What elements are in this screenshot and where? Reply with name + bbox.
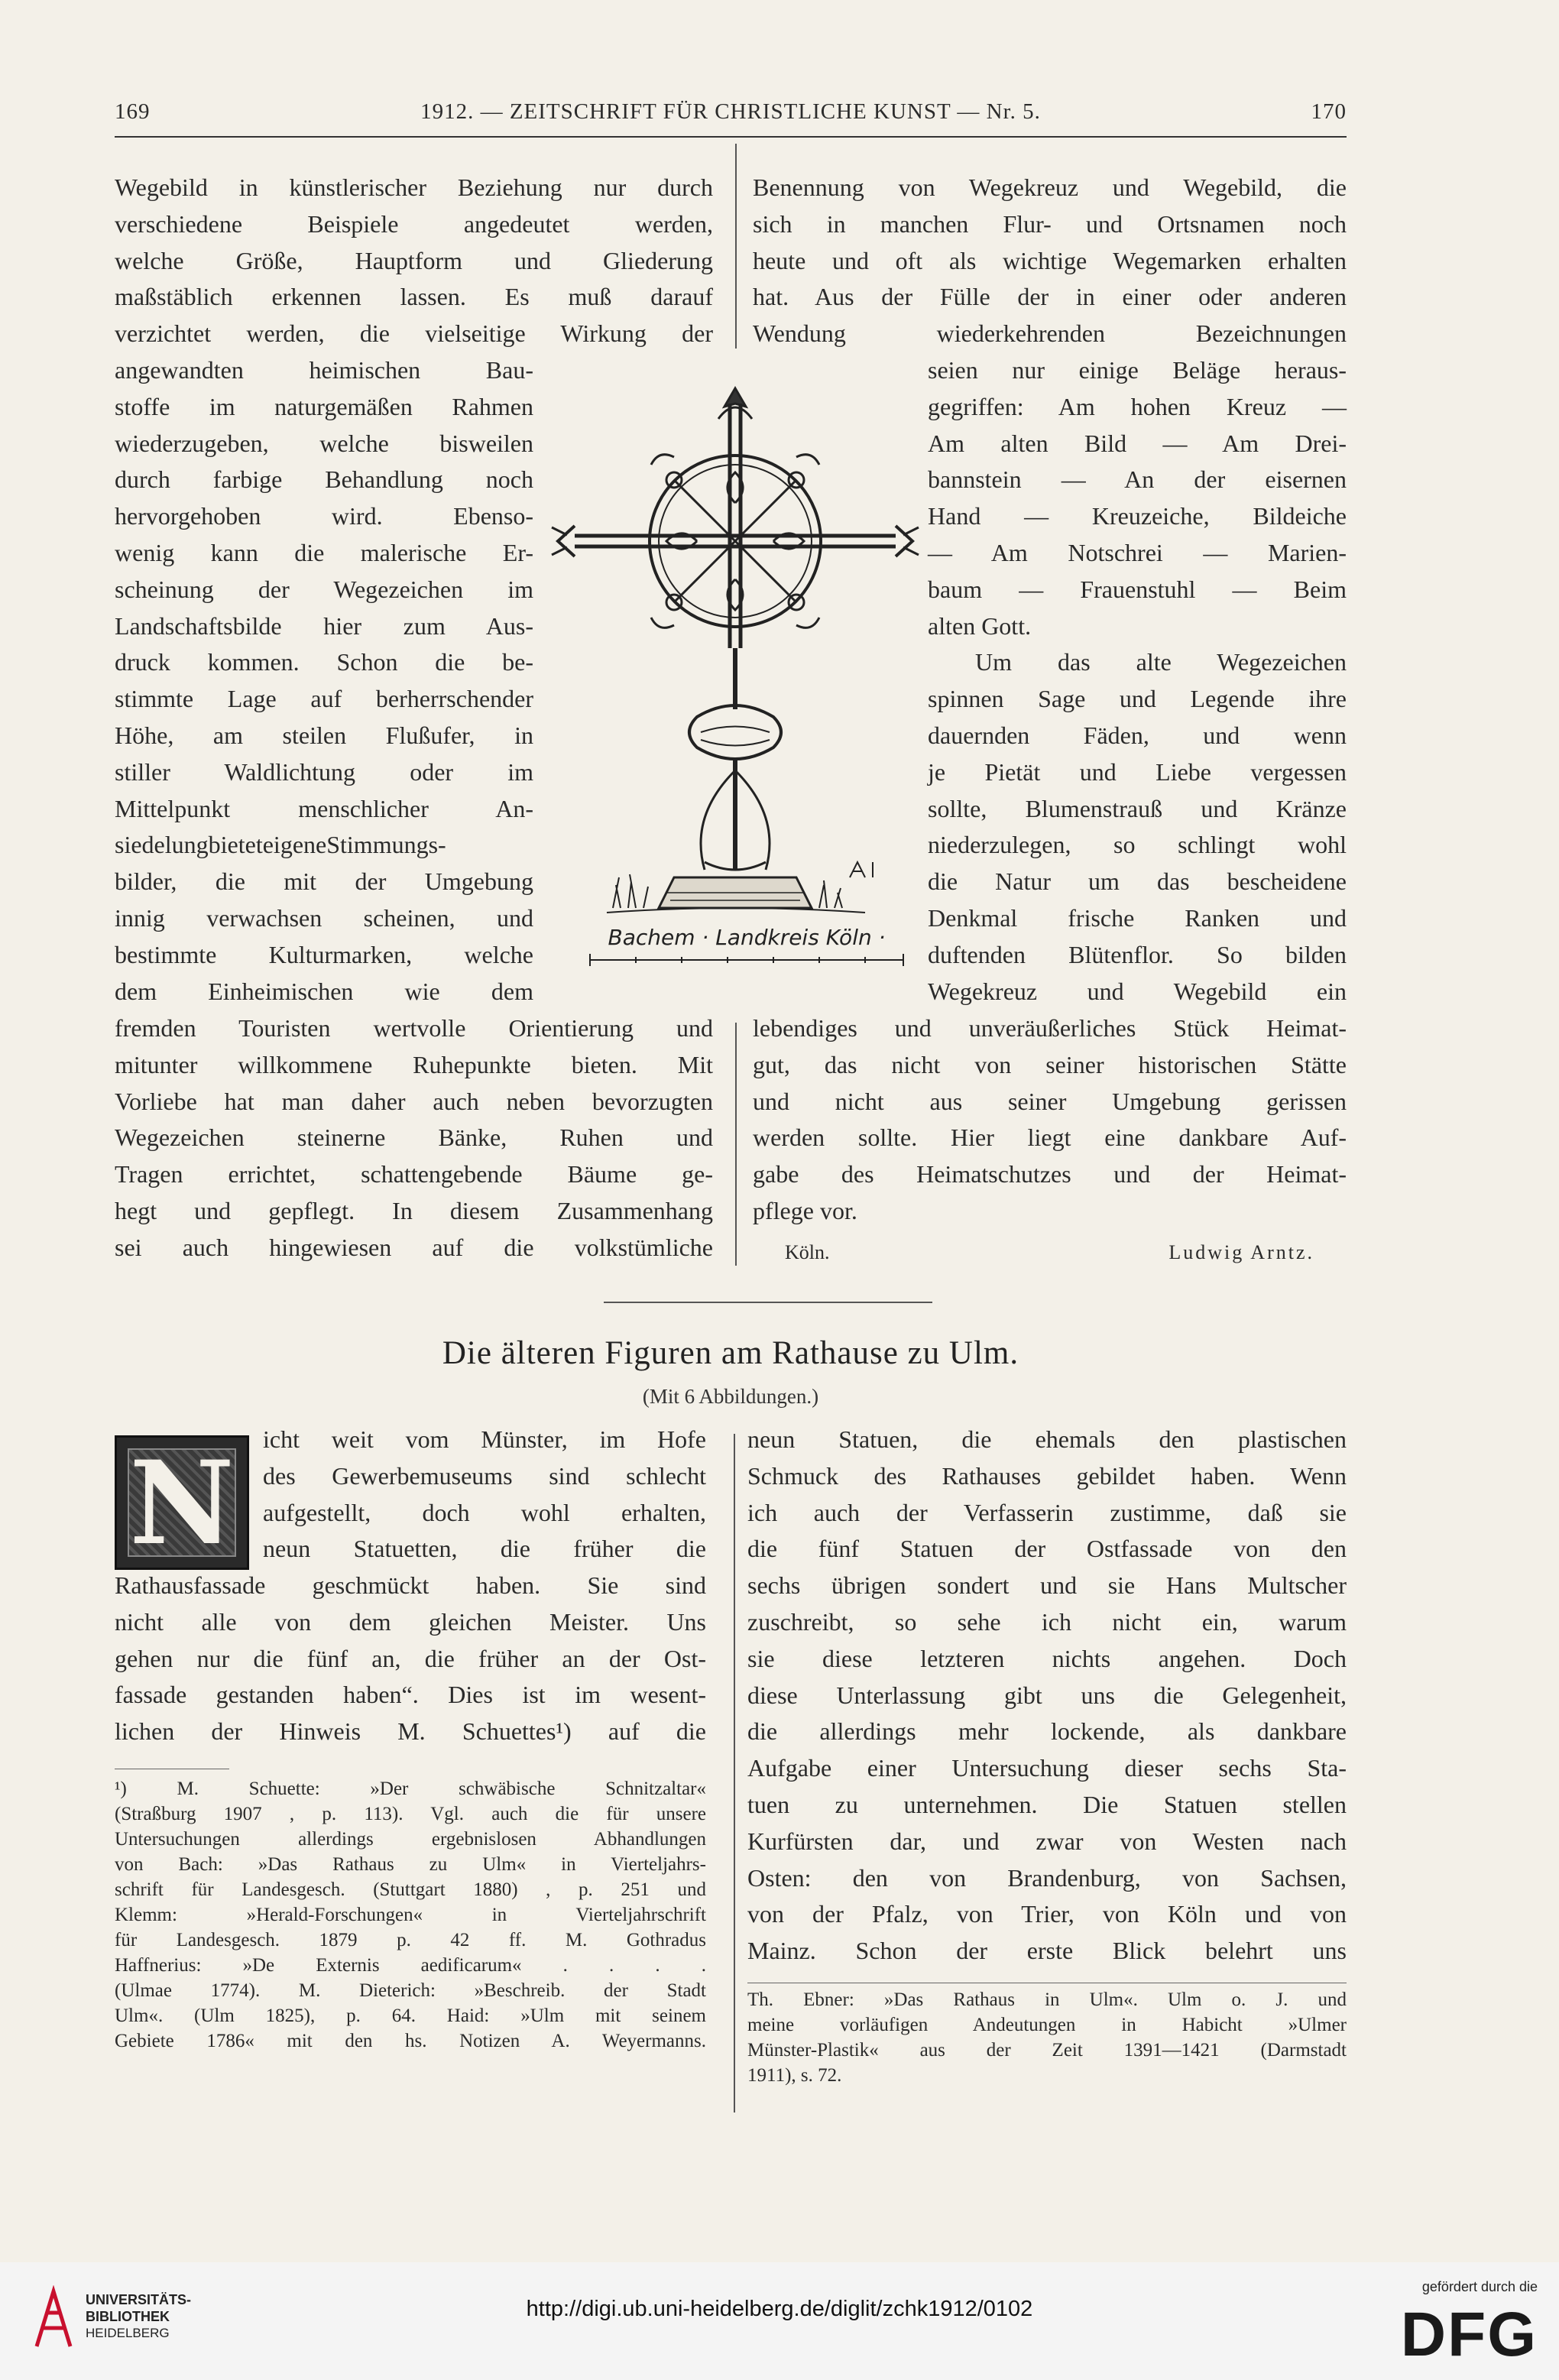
article2-left-footnote [115,1776,706,2054]
text-line: maßstäblich erkennen lassen. Es muß darauf [115,283,713,311]
library-line-1: UNIVERSITÄTS- [86,2292,192,2307]
library-line-3: HEIDELBERG [86,2326,170,2340]
article2-right-footnote [747,1987,1347,2088]
signature-line [753,1230,1347,1266]
text-line: Am alten Bild — Am Drei- [928,429,1347,457]
signature-author: Ludwig Arntz. [1168,1240,1314,1263]
text-line: hat. Aus der Fülle der in einer oder anderen [753,283,1347,311]
text-line: Wegebild in künstlerischer Beziehung nur durch [115,173,713,201]
text-line: sechs übrigen sondert und sie Hans Multscher [747,1571,1347,1600]
text-line: verschiedene Beispiele angedeutet werden, [115,209,713,238]
text-line: die allerdings mehr lockende, als dankbare [747,1717,1347,1746]
text-line: von der Pfalz, von Trier, von Köln und von [747,1900,1347,1928]
column-divider-top [735,144,737,349]
text-line: angewandten heimischen Bau- [115,356,533,384]
funding-note: gefördert durch die [1421,2279,1538,2294]
text-line: lichen der Hinweis M. Schuettes¹) auf die [115,1717,706,1746]
footnote-line: Münster-Plastik« aus der Zeit 1391—1421 (Darmstadt [747,2040,1347,2061]
text-line: bilder, die mit der Umgebung [115,867,533,896]
footnote-line: Th. Ebner: »Das Rathaus in Ulm«. Ulm o. J. und [747,1989,1347,2010]
running-title: 1912. — ZEITSCHRIFT FÜR CHRISTLICHE KUNST — Nr. 5. [420,99,1041,124]
cross-drawing [544,373,926,1001]
text-line: Landschaftsbilde hier zum Aus- [115,611,533,640]
footnote-line: (Ulmae 1774). M. Dieterich: »Beschreib. der Stadt [115,1980,706,2001]
text-line: gehen nur die fünf an, die früher an der Ost- [115,1644,706,1672]
text-line: sich in manchen Flur- und Ortsnamen noch [753,209,1347,238]
footnote-line: 1911), s. 72. [747,2065,842,2086]
text-line: Vorliebe hat man daher auch neben bevorzugten [115,1087,713,1115]
text-line: fassade gestanden haben“. Dies ist im wesent- [115,1681,706,1709]
text-line: Wegezeichen steinerne Bänke, Ruhen und [115,1124,713,1152]
text-line: stiller Waldlichtung oder im [115,757,533,786]
text-line: Schmuck des Rathauses gebildet haben. Wenn [747,1461,1347,1490]
footnote-line: Klemm: »Herald-Forschungen« in Vierteljahrschrift [115,1905,706,1925]
text-line: innig verwachsen scheinen, und [115,903,533,932]
article1-left-top [115,170,713,352]
text-line: siedelungbieteteigeneStimmungs- [115,831,446,859]
text-line: scheinung der Wegezeichen im [115,575,533,603]
footnote-line: schrift für Landesgesch. (Stuttgart 1880) , p. 251 und [115,1879,706,1900]
article1-right-top [753,170,1347,352]
text-line: stimmte Lage auf berherrschender [115,685,533,713]
article1-right-wrap [928,352,1347,1010]
text-line: Kurfürsten dar, und zwar von Westen nach [747,1827,1347,1855]
text-line: Benennung von Wegekreuz und Wegebild, die [753,173,1347,201]
text-line: sollte, Blumenstrauß und Kränze [928,794,1347,822]
wayside-cross-illustration [544,373,926,1001]
text-line: fremden Touristen wertvolle Orientierung und [115,1014,713,1042]
text-line: spinnen Sage und Legende ihre [928,685,1347,713]
footnote-line: meine vorläufigen Andeutungen in Habicht »Ulmer [747,2015,1347,2035]
text-line: seien nur einige Beläge heraus- [928,356,1347,384]
article2-column-divider [734,1434,735,2112]
text-line: welche Größe, Hauptform und Gliederung [115,246,713,274]
text-line: bestimmte Kulturmarken, welche [115,940,533,968]
text-line: die Natur um das bescheidene [928,867,1347,896]
text-line: diese Unterlassung gibt uns die Gelegenheit, [747,1681,1347,1709]
text-line: wenig kann die malerische Er- [115,538,533,566]
footnote-line: Gebiete 1786« mit den hs. Notizen A. Weyermanns. [115,2031,706,2051]
article-separator [604,1302,932,1303]
text-line: — Am Notschrei — Marien- [928,538,1347,566]
article1-left-bottom [115,1010,713,1266]
text-line: Denkmal frische Ranken und [928,903,1347,932]
column-divider-mid [735,1023,737,1266]
text-line: je Pietät und Liebe vergessen [928,757,1347,786]
text-line: zuschreibt, so sehe ich nicht ein, warum [747,1607,1347,1636]
text-line: des Gewerbemuseums sind schlecht [263,1461,706,1490]
article2-subtitle: (Mit 6 Abbildungen.) [642,1385,819,1408]
article2-left-text [115,1568,706,1750]
text-line: verzichtet werden, die vielseitige Wirkung der [115,319,713,348]
library-line-2: BIBLIOTHEK [86,2309,170,2324]
text-line: mitunter willkommene Ruhepunkte bieten. Mit [115,1050,713,1078]
text-line: dauernden Fäden, und wenn [928,721,1347,749]
permalink-url[interactable]: http://digi.ub.uni-heidelberg.de/diglit/zchk1912/0102 [526,2297,1033,2321]
text-line: durch farbige Behandlung noch [115,465,533,494]
footnote-line: (Straßburg 1907 , p. 113). Vgl. auch die für unsere [115,1804,706,1824]
footnote-line: Untersuchungen allerdings ergebnislosen Abhandlungen [115,1829,706,1850]
text-line: Tragen errichtet, schattengebende Bäume ge- [115,1160,713,1188]
text-line: lebendiges und unveräußerliches Stück Heimat- [753,1014,1347,1042]
text-line: ich auch der Verfasserin zustimme, daß sie [747,1498,1347,1526]
text-line: druck kommen. Schon die be- [115,648,533,676]
text-line: dem Einheimischen wie dem [115,977,533,1005]
page-number-right: 170 [1311,99,1347,124]
text-line: gabe des Heimatschutzes und der Heimat- [753,1160,1347,1188]
text-line: niederzulegen, so schlingt wohl [928,831,1347,859]
text-line: die fünf Statuen der Ostfassade von den [747,1535,1347,1563]
text-line: nicht alle von dem gleichen Meister. Uns [115,1607,706,1636]
footnote-line: Haffnerius: »De Externis aedificarum« . . . . [115,1955,706,1976]
article1-left-wrap [115,352,533,1010]
text-line: Mainz. Schon der erste Blick belehrt uns [747,1937,1347,1965]
text-line: aufgestellt, doch wohl erhalten, [263,1498,706,1526]
dfg-logo: DFG [1400,2300,1538,2369]
text-line: stoffe im naturgemäßen Rahmen [115,392,533,420]
text-line: Mittelpunkt menschlicher An- [115,794,533,822]
figure-caption: Bachem · Landkreis Köln · [608,925,886,950]
text-line: Um das alte Wegezeichen [975,648,1347,676]
text-line: und nicht aus seiner Umgebung gerissen [753,1087,1347,1115]
text-line: gegriffen: Am hohen Kreuz — [928,392,1347,420]
text-line: alten Gott. [928,611,1032,640]
decorated-initial [115,1435,249,1570]
text-line: heute und oft als wichtige Wegemarken erhalten [753,246,1347,274]
article2-right-text [747,1422,1347,1970]
text-line: sie diese letzteren nichts angehen. Doch [747,1644,1347,1672]
text-line: wiederzugeben, welche bisweilen [115,429,533,457]
text-line: gut, das nicht von seiner historischen Stätte [753,1050,1347,1078]
text-line: Aufgabe einer Untersuchung dieser sechs Sta- [747,1754,1347,1782]
initial-letter: N [129,1436,235,1571]
article2-title: Die älteren Figuren am Rathause zu Ulm. [442,1335,1019,1371]
text-line: pflege vor. [753,1196,857,1224]
footnote-line: Ulm«. (Ulm 1825), p. 64. Haid: »Ulm mit seinem [115,2005,706,2026]
text-line: Hand — Kreuzeiche, Bildeiche [928,502,1347,530]
text-line: icht weit vom Münster, im Hofe [263,1425,706,1453]
footnote-line: von Bach: »Das Rathaus zu Ulm« in Vierteljahrs- [115,1854,706,1875]
text-line: werden sollte. Hier liegt eine dankbare Auf- [753,1124,1347,1152]
text-line: baum — Frauenstuhl — Beim [928,575,1347,603]
text-line: Wegekreuz und Wegebild ein [928,977,1347,1005]
footnote-line: ¹) M. Schuette: »Der schwäbische Schnitzaltar« [115,1779,706,1799]
text-line: neun Statuetten, die früher die [263,1535,706,1563]
text-line: hervorgehoben wird. Ebenso- [115,502,533,530]
text-line: tuen zu unternehmen. Die Statuen stellen [747,1790,1347,1818]
text-line: Rathausfassade geschmückt haben. Sie sind [115,1571,706,1599]
text-line: neun Statuen, die ehemals den plastischen [747,1425,1347,1453]
footnote-line: für Landesgesch. 1879 p. 42 ff. M. Gothradus [115,1930,706,1950]
text-line: sei auch hingewiesen auf die volkstümliche [115,1233,713,1261]
text-line: Wendung wiederkehrenden Bezeichnungen [753,319,1347,348]
article1-right-bottom [753,1010,1347,1266]
text-line: Höhe, am steilen Flußufer, in [115,721,533,749]
article2-left-initial-lines [263,1422,706,1568]
page-number-left: 169 [115,99,151,124]
signature-place: Köln. [785,1240,830,1263]
text-line: duftenden Blütenflor. So bilden [928,940,1347,968]
text-line: bannstein — An der eisernen [928,465,1347,494]
header-rule [115,136,1347,138]
text-line: Osten: den von Brandenburg, von Sachsen, [747,1863,1347,1892]
running-header [115,99,1347,133]
text-line: hegt und gepflegt. In diesem Zusammenhang [115,1196,713,1224]
